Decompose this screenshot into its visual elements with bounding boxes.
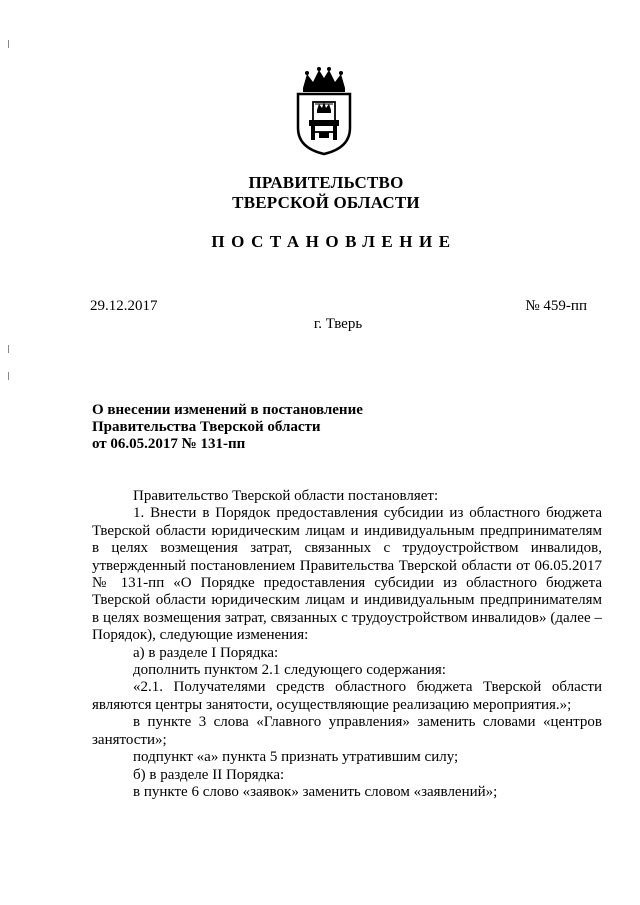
body-paragraph: Правительство Тверской области постановляет:: [133, 488, 439, 504]
document-date: 29.12.2017: [90, 298, 158, 314]
coat-of-arms-tver-icon: [295, 66, 353, 156]
org-title-line1: ПРАВИТЕЛЬСТВО: [248, 173, 404, 192]
body-paragraph: в пункте 6 слово «заявок» заменить словом «заявлений»;: [133, 783, 498, 800]
document-type: ПОСТАНОВЛЕНИЕ: [211, 232, 457, 251]
scan-edge-mark: [8, 345, 9, 353]
document-number: № 459-пп: [525, 298, 587, 314]
subject-line3: от 06.05.2017 № 131-пп: [92, 436, 246, 452]
body-paragraph: «2.1. Получателями средств областного бюджета Тверской области являются центры занятости, осуществляющие реализацию мероприятия.»;: [92, 679, 602, 713]
body-paragraph: в пункте 3 слова «Главного управления» заменить словами «центров занятости»;: [92, 714, 602, 748]
body-paragraph: подпункт «а» пункта 5 признать утратившим силу;: [133, 749, 459, 766]
org-title-line2: ТВЕРСКОЙ ОБЛАСТИ: [232, 193, 420, 212]
body-paragraph: а) в разделе I Порядка:: [133, 644, 279, 661]
document-body: [92, 488, 602, 801]
scan-edge-mark: [8, 40, 9, 48]
document-city: г. Тверь: [313, 316, 363, 332]
scan-edge-mark: [8, 372, 9, 380]
body-paragraph: 1. Внести в Порядок предоставления субсидии из областного бюджета Тверской области юридическим лицам и индивидуальным предпринимателям в целях возмещения затрат, связанных с трудоустройством инвалидов, утвержденный постановлением Правительства Тверской области от 06.05.2017 № 131-пп «О Порядке предоставления субсидии из областного бюджета Тверской области юридическим лицам и индивидуальным предпринимателям в целях возмещения затрат, связанных с трудоустройством инвалидов» (далее – Порядок), следующие изменения:: [92, 505, 602, 644]
subject-line1: О внесении изменений в постановление: [92, 402, 363, 418]
subject-line2: Правительства Тверской области: [92, 419, 321, 435]
document-subject: [92, 402, 412, 453]
body-paragraph: б) в разделе II Порядка:: [133, 766, 285, 783]
body-paragraph: дополнить пунктом 2.1 следующего содержания:: [133, 662, 446, 679]
